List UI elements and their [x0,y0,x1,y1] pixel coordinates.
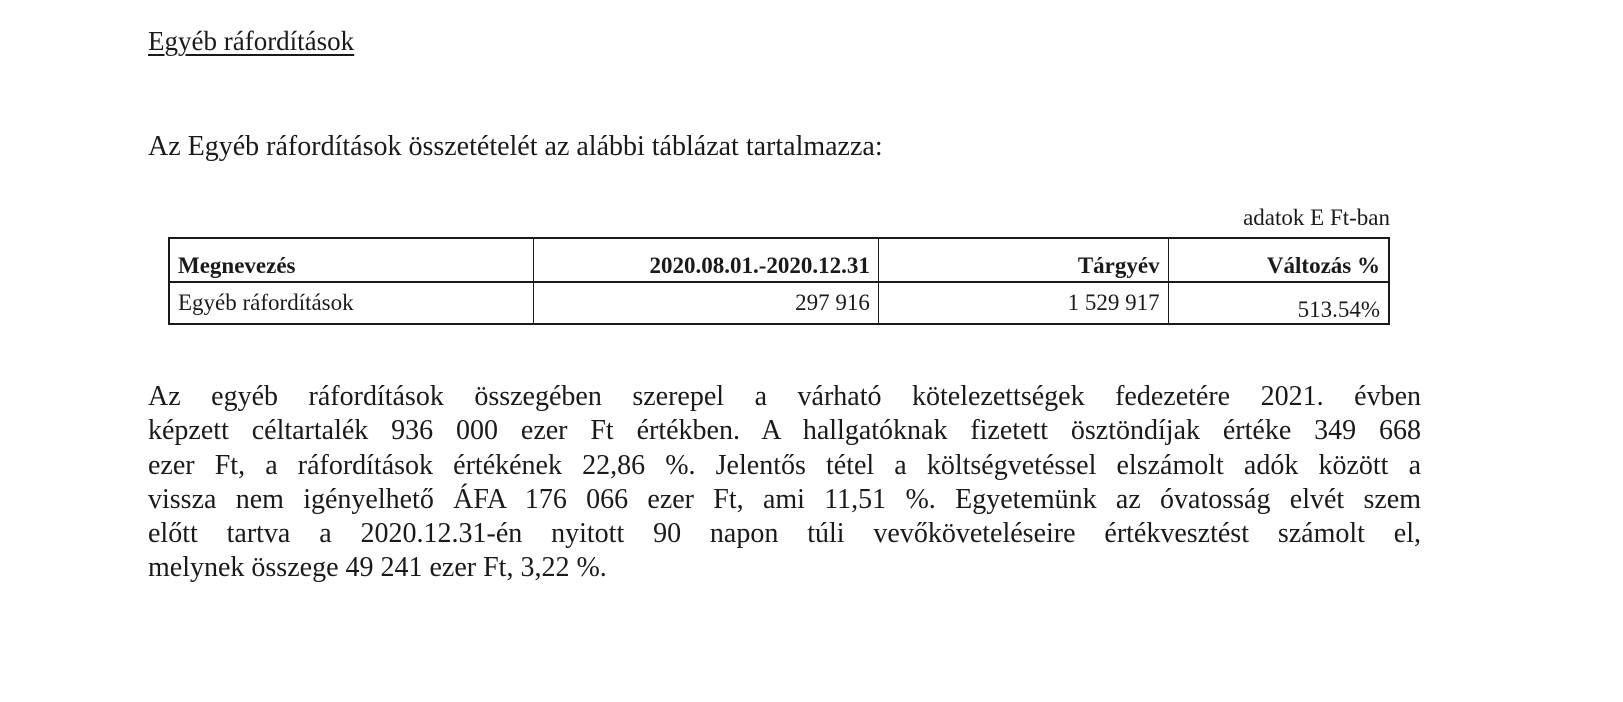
cell-change: 513.54% [1168,282,1389,324]
table-row [169,282,1389,324]
paragraph-line: előtt tartva a 2020.12.31-én nyitott 90 napon túli vevőköveteléseire értékvesztést számolt el, [148,518,1421,550]
header-prev-period: 2020.08.01.-2020.12.31 [533,238,878,282]
cell-name: Egyéb ráfordítások [169,282,533,324]
cell-current-year: 1 529 917 [878,282,1168,324]
paragraph-line: melynek összege 49 241 ezer Ft, 3,22 %. [148,552,607,584]
body-paragraph [148,380,1421,586]
header-current-year: Tárgyév [878,238,1168,282]
unit-note: adatok E Ft-ban [1243,205,1390,230]
header-change: Változás % [1168,238,1389,282]
intro-text: Az Egyéb ráfordítások összetételét az alábbi táblázat tartalmazza: [148,131,883,162]
expenses-table [168,237,1390,325]
paragraph-line: vissza nem igényelhető ÁFA 176 066 ezer Ft, ami 11,51 %. Egyetemünk az óvatosság elvét szem [148,483,1421,515]
section-heading: Egyéb ráfordítások [148,26,355,56]
header-name: Megnevezés [169,238,533,282]
table-header-row [169,238,1389,282]
paragraph-line: ezer Ft, a ráfordítások értékének 22,86 %. Jelentős tétel a költségvetéssel elszámolt adók között a [148,449,1421,481]
paragraph-line: képzett céltartalék 936 000 ezer Ft értékben. A hallgatóknak fizetett ösztöndíjak értéke 349 668 [148,415,1421,447]
cell-prev-period: 297 916 [533,282,878,324]
paragraph-line: Az egyéb ráfordítások összegében szerepel a várható kötelezettségek fedezetére 2021. évben [148,381,1421,412]
